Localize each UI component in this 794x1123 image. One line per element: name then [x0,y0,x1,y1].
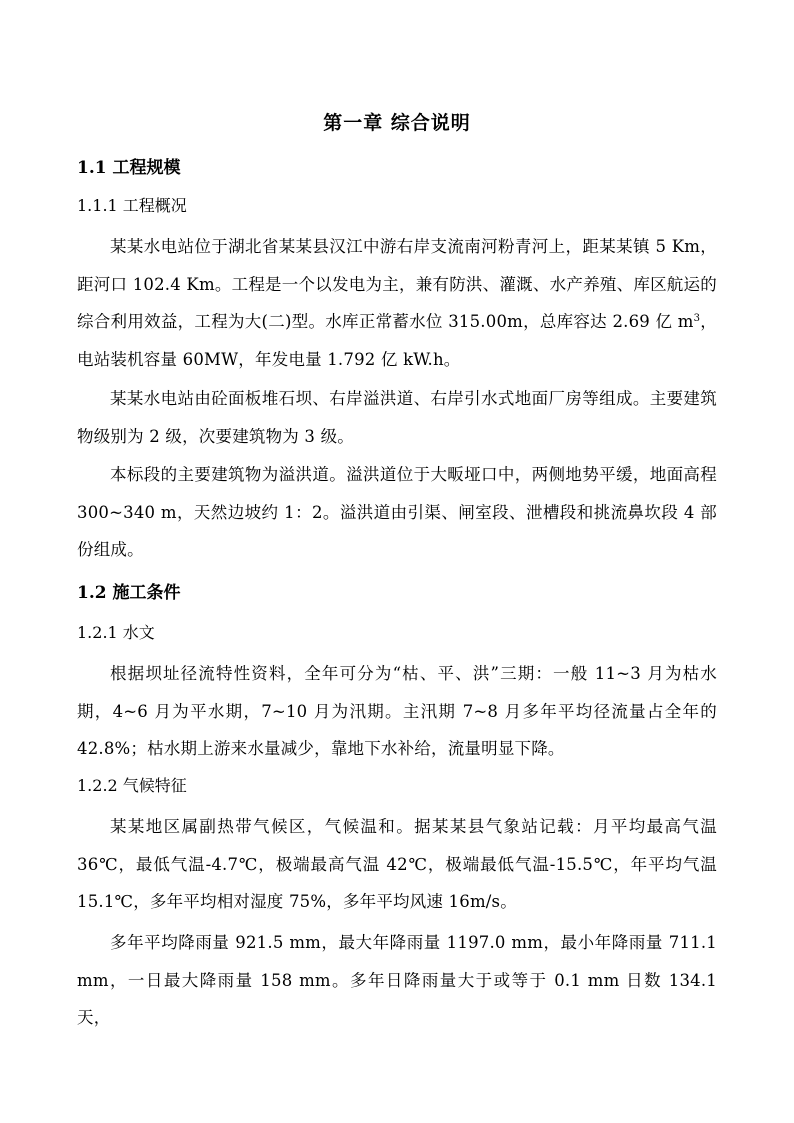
chapter-title: 第一章 综合说明 [323,112,471,134]
superscript: 3 [693,313,701,324]
subsection-heading-hydrology: 1.2.1 水文 [77,623,155,642]
paragraph-overview-location [77,228,717,378]
paragraph-hydrology: 根据坝址径流特性资料，全年可分为“枯、平、洪”三期：一般 11~3 月为枯水期，4~6 月为平水期，7~10 月为汛期。主汛期 7~8 月多年平均径流量占全年的 42.8%；枯水期上游来水量减少，靠地下水补给，流量明显下降。 [77,664,717,758]
paragraph-climate-temperature: 某某地区属副热带气候区，气候温和。据某某县气象站记载：月平均最高气温 36℃，最低气温-4.7℃，极端最高气温 42℃，极端最低气温-15.5℃，年平均气温 15.1℃，多年平均相对湿度 75%，多年平均风速 16m/s。 [77,817,717,911]
section-heading-scale: 1.1 工程规模 [77,158,181,178]
paragraph-overview-structures: 某某水电站由砼面板堆石坝、右岸溢洪道、右岸引水式地面厂房等组成。主要建筑物级别为 2 级，次要建筑物为 3 级。 [77,389,717,446]
section-heading-construction-conditions: 1.2 施工条件 [77,583,181,603]
paragraph-overview-spillway: 本标段的主要建筑物为溢洪道。溢洪道位于大畈垭口中，两侧地势平缓，地面高程 300~340 m，天然边坡约 1：2。溢洪道由引渠、闸室段、泄槽段和挑流鼻坎段 4 部份组成。 [77,465,717,559]
paragraph-climate-rainfall: 多年平均降雨量 921.5 mm，最大年降雨量 1197.0 mm，最小年降雨量 711.1 mm，一日最大降雨量 158 mm。多年日降雨量大于或等于 0.1 mm 日数 134.1 天， [77,933,717,1027]
paragraph-text: ，电站装机容量 60MW，年发电量 1.792 亿 kW.h。 [77,312,717,369]
subsection-heading-climate: 1.2.2 气候特征 [77,776,187,795]
subsection-heading-overview: 1.1.1 工程概况 [77,196,187,215]
paragraph-text: 某某水电站位于湖北省某某县汉江中游右岸支流南河粉青河上，距某某镇 5 Km，距河口 102.4 Km。工程是一个以发电为主，兼有防洪、灌溉、水产养殖、库区航运的综合利用效益，工程为大(二)型。水库正常蓄水位 315.00m，总库容达 2.69 亿 m [77,237,717,331]
